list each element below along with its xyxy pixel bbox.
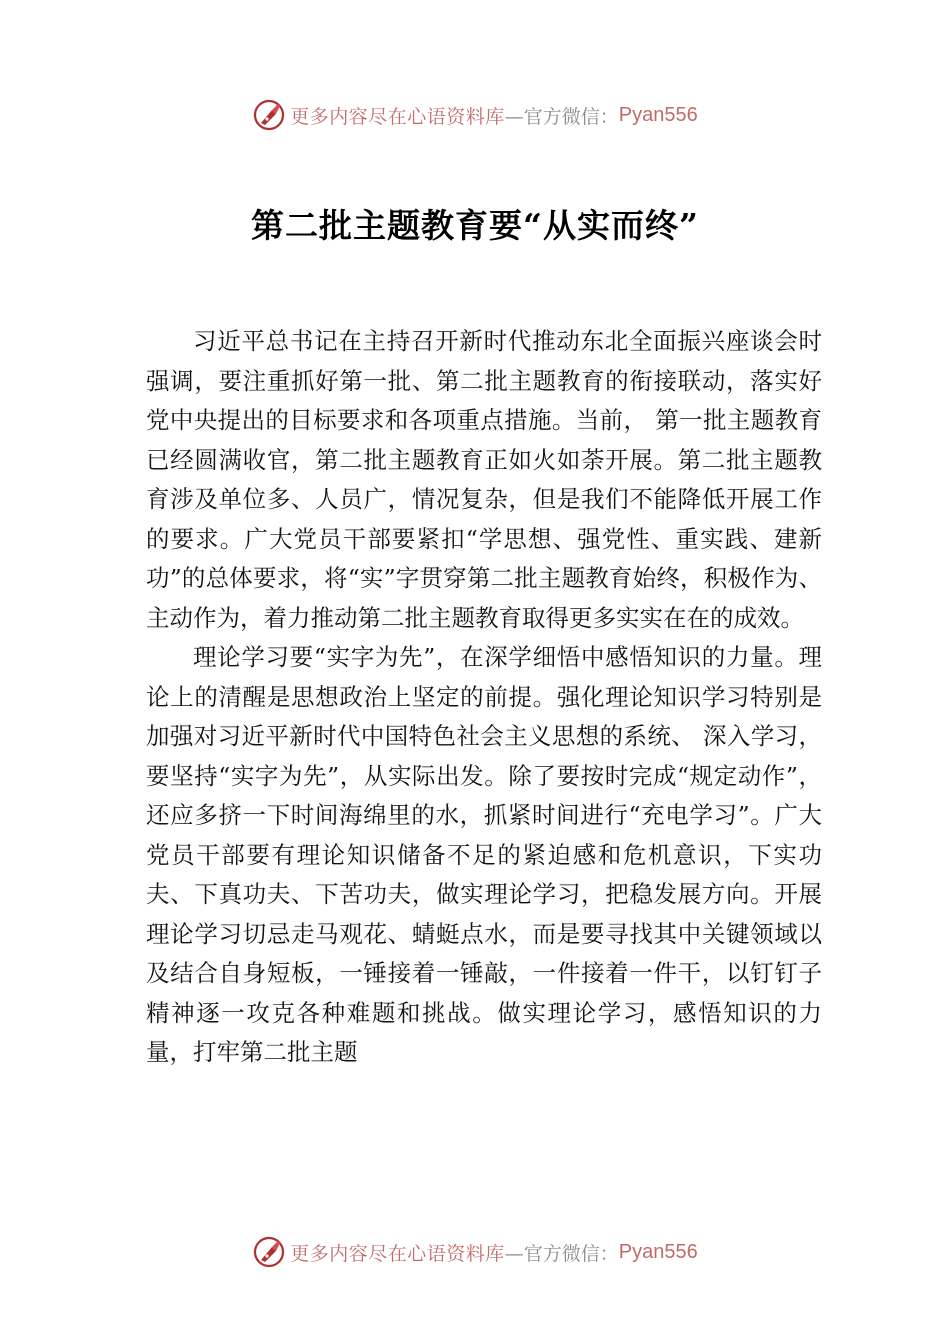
header-watermark: [0, 95, 950, 135]
document-body: [146, 322, 822, 1073]
watermark-wechat-id: Pyan556: [618, 103, 698, 126]
watermark-wechat-id: Pyan556: [618, 1240, 698, 1263]
watermark-contact-label: —官方微信：: [504, 105, 619, 128]
document-title: 第二批主题教育要“从实而终”: [251, 206, 699, 245]
pen-nib-logo-icon: [252, 1235, 286, 1269]
watermark-contact-label: —官方微信：: [504, 1242, 619, 1265]
pen-nib-logo-icon: [252, 98, 286, 132]
body-paragraph-2: 理论学习要“实字为先”，在深学细悟中感悟知识的力量。理论上的清醒是思想政治上坚定的前提。强化理论知识学习特别是加强对习近平新时代中国特色社会主义思想的系统、 深入学习，要坚持“实字为先”，从实际出发。除了要按时完成“规定动作”，还应多挤一下时间海绵里的水，抓紧时间进行“充电学习”。广大党员干部要有理论知识储备不足的紧迫感和危机意识，下实功夫、下真功夫、下苦功夫，做实理论学习，把稳发展方向。开展理论学习切忌走马观花、蜻蜓点水，而是要寻找其中关键领域以及结合自身短板，一锤接着一锤敲，一件接着一件干，以钉钉子精神逐一攻克各种难题和挑战。做实理论学习，感悟知识的力量，打牢第二批主题: [146, 643, 822, 1066]
watermark-brand: 更多内容尽在心语资料库: [290, 1242, 505, 1265]
watermark-brand: 更多内容尽在心语资料库: [290, 105, 505, 128]
body-paragraph-1: 习近平总书记在主持召开新时代推动东北全面振兴座谈会时强调，要注重抓好第一批、第二批主题教育的衔接联动，落实好党中央提出的目标要求和各项重点措施。当前， 第一批主题教育已经圆满收官，第二批主题教育正如火如荼开展。第二批主题教育涉及单位多、人员广，情况复杂，但是我们不能降低开展工作的要求。广大党员干部要紧扣“学思想、强党性、重实践、建新功”的总体要求，将“实”字贯穿第二批主题教育始终，积极作为、主动作为，着力推动第二批主题教育取得更多实实在在的成效。: [146, 327, 822, 632]
footer-watermark: [0, 1232, 950, 1272]
